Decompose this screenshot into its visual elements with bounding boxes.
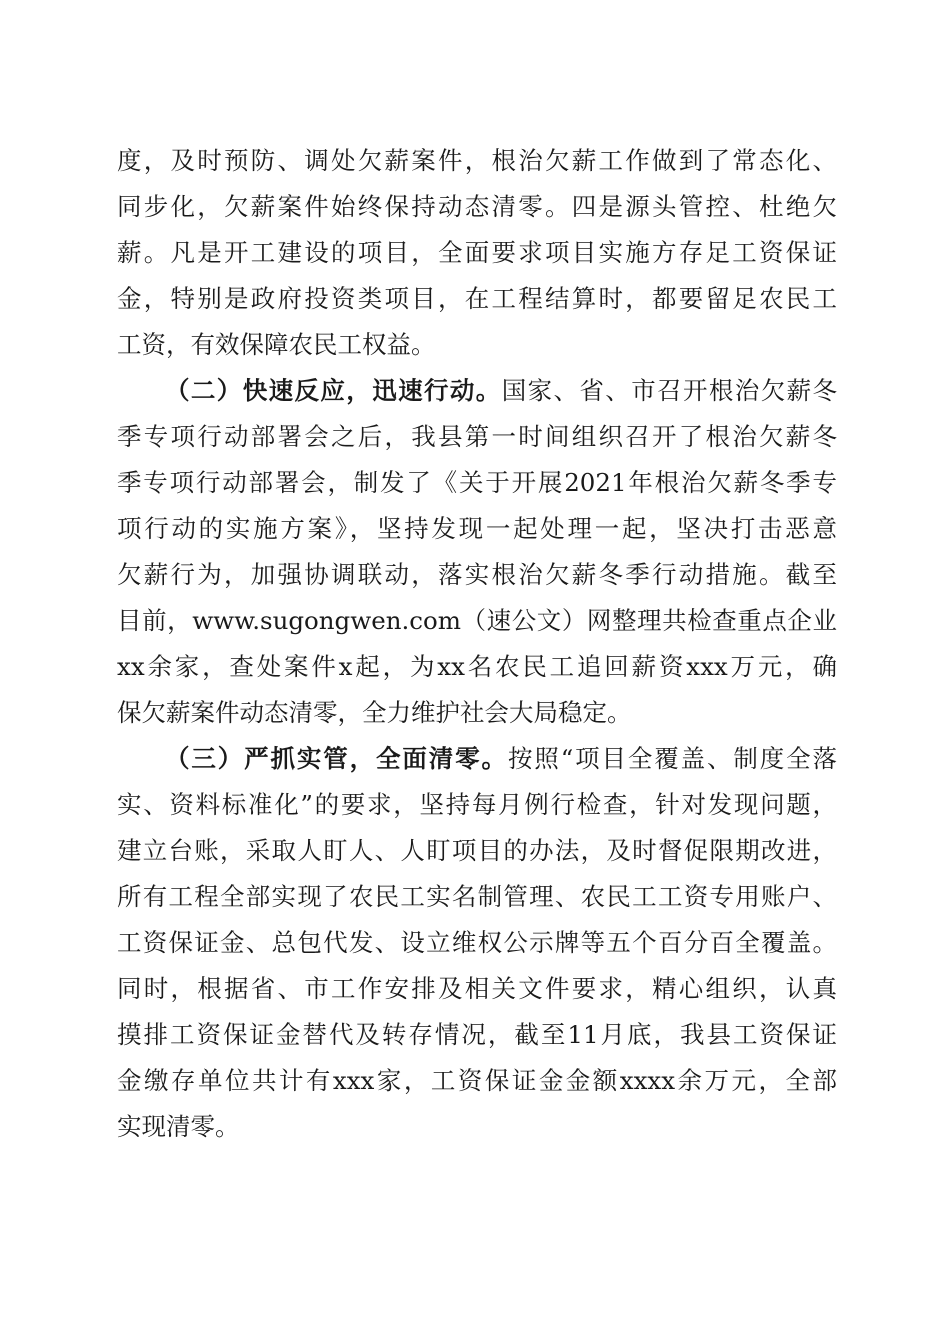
paragraph1-line: 同步化，欠薪案件始终保持动态清零。四是源头管控、杜绝欠 — [117, 192, 837, 221]
paragraph2-first-line — [165, 371, 837, 411]
paragraph3-line: 建立台账，采取人盯人、人盯项目的办法，及时督促限期改进， — [117, 836, 837, 865]
paragraph2-line: xx余家，查处案件x起，为xx名农民工追回薪资xxx万元，确 — [117, 652, 837, 681]
paragraph3-line: 金缴存单位共计有xxx家，工资保证金金额xxxx余万元，全部 — [117, 1066, 837, 1095]
paragraph3-line: 实现清零。 — [117, 1112, 240, 1141]
paragraph3-first-line-text: 按照“项目全覆盖、制度全落 — [507, 744, 837, 773]
paragraph2-line: 季专项行动部署会，制发了《关于开展2021年根治欠薪冬季专 — [117, 468, 837, 497]
paragraph1-line: 薪。凡是开工建设的项目，全面要求项目实施方存足工资保证 — [117, 238, 837, 267]
paragraph2-line: 项行动的实施方案》，坚持发现一起处理一起，坚决打击恶意 — [117, 514, 837, 543]
section-heading-2: （二）快速反应，迅速行动。 — [165, 376, 502, 405]
paragraph3-line: 所有工程全部实现了农民工实名制管理、农民工工资专用账户、 — [117, 882, 837, 911]
paragraph3-line: 同时，根据省、市工作安排及相关文件要求，精心组织，认真 — [117, 974, 837, 1003]
section-heading-3: （三）严抓实管，全面清零。 — [165, 744, 508, 773]
paragraph1-line: 工资，有效保障农民工权益。 — [117, 330, 436, 359]
paragraph2-line: 欠薪行为，加强协调联动，落实根治欠薪冬季行动措施。截至 — [117, 560, 837, 589]
paragraph1-line: 金，特别是政府投资类项目，在工程结算时，都要留足农民工 — [117, 284, 837, 313]
paragraph2-line: 目前，www.sugongwen.com（速公文）网整理共检查重点企业 — [117, 606, 837, 635]
paragraph2-first-line-text: 国家、省、市召开根治欠薪冬 — [501, 376, 837, 405]
paragraph2-line: 保欠薪案件动态清零，全力维护社会大局稳定。 — [117, 698, 632, 727]
paragraph3-line: 实、资料标准化”的要求，坚持每月例行检查，针对发现问题， — [117, 790, 837, 819]
paragraph3-line: 摸排工资保证金替代及转存情况，截至11月底，我县工资保证 — [117, 1020, 837, 1049]
paragraph2-line: 季专项行动部署会之后，我县第一时间组织召开了根治欠薪冬 — [117, 422, 837, 451]
paragraph1-line: 度，及时预防、调处欠薪案件，根治欠薪工作做到了常态化、 — [117, 146, 837, 175]
paragraph3-line: 工资保证金、总包代发、设立维权公示牌等五个百分百全覆盖。 — [117, 928, 837, 957]
paragraph3-first-line — [165, 739, 837, 779]
